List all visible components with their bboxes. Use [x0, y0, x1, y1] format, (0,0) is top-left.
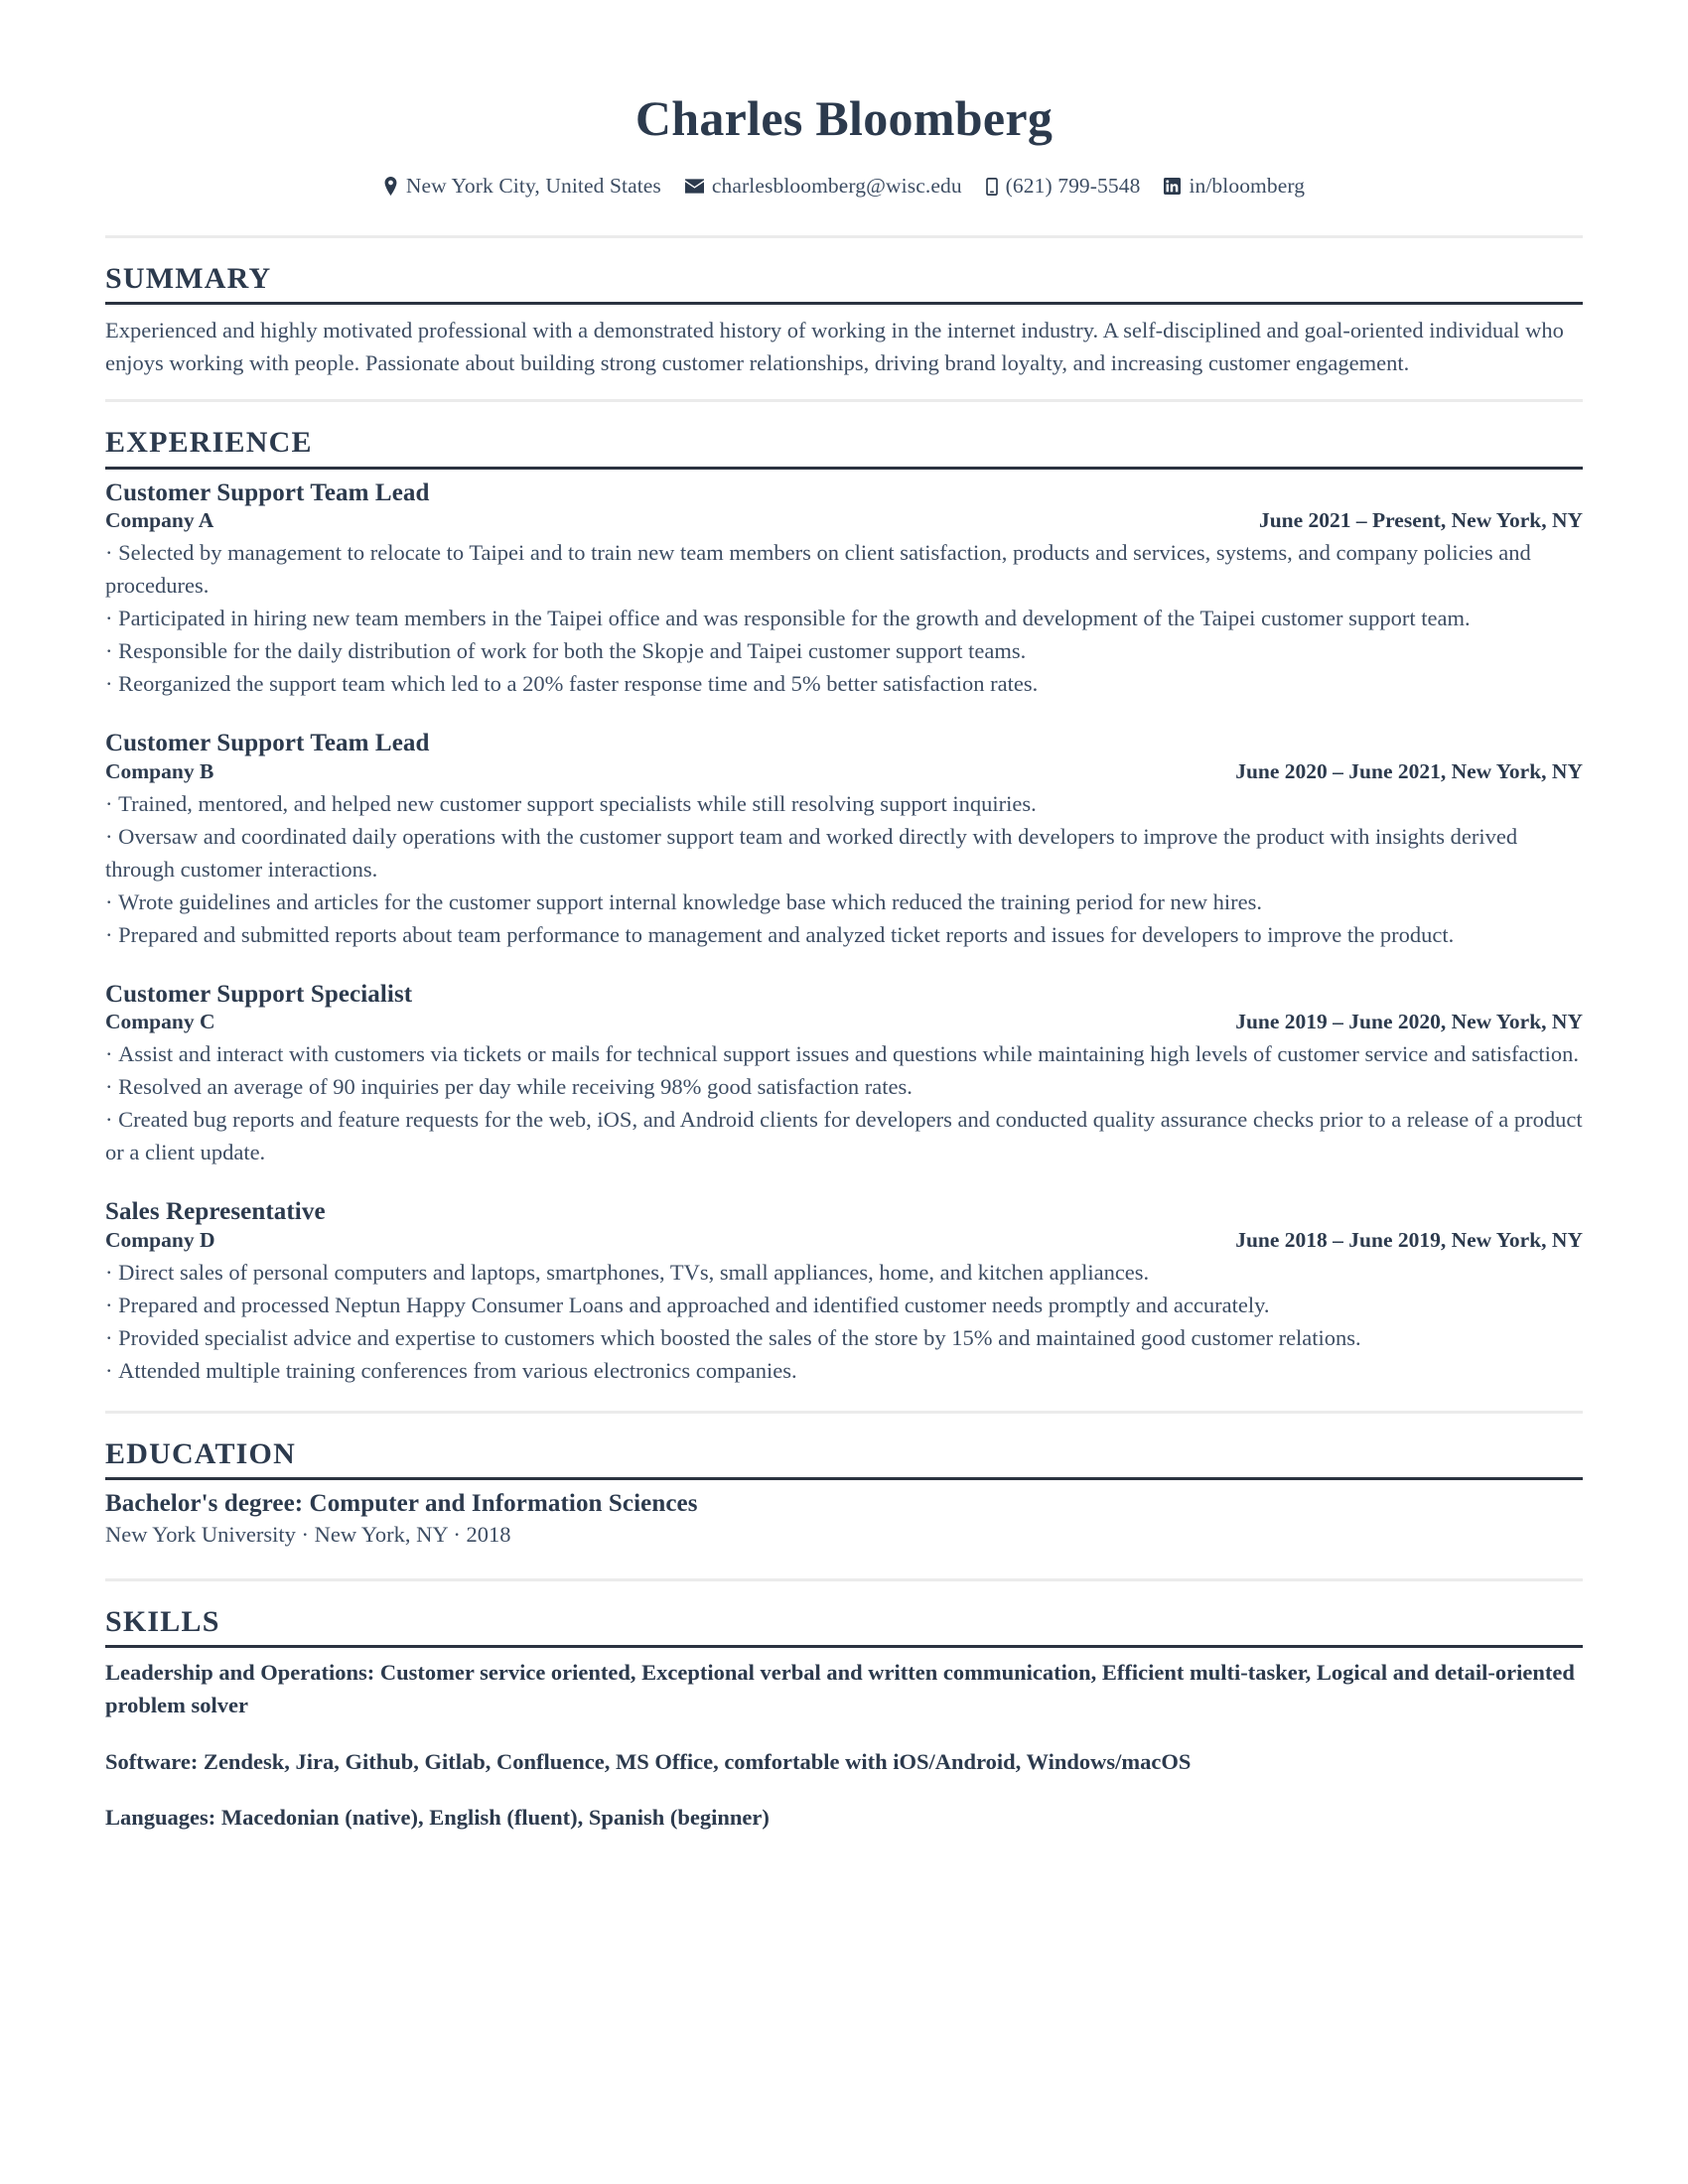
contact-phone [986, 176, 1141, 198]
contact-location [383, 176, 661, 198]
job-bullet: · Participated in hiring new team members in the Taipei office and was responsible for the growth and development of the Taipei customer support team. [105, 606, 1471, 631]
job-bullet: · Responsible for the daily distribution of work for both the Skopje and Taipei customer support teams. [105, 638, 1027, 664]
education-entry [105, 1489, 1583, 1550]
job-bullet-text: Selected by management to relocate to Taipei and to train new team members on client satisfaction, products and services, systems, and company policies and procedures. [105, 539, 1531, 598]
contact-location-text: New York City, United States [405, 174, 661, 198]
experience-entry [105, 1170, 1583, 1389]
job-bullet: · Attended multiple training conferences from various electronics companies. [105, 1357, 797, 1383]
section-divider [105, 1645, 1583, 1648]
contact-linkedin[interactable] [1164, 176, 1305, 198]
experience-entry [105, 702, 1583, 953]
section-summary [105, 235, 1583, 400]
job-bullet: · Prepared and submitted reports about team performance to management and analyzed ticket reports and issues for developers to improve the product. [105, 921, 1455, 947]
section-education [105, 1411, 1583, 1578]
contact-linkedin-text: in/bloomberg [1189, 174, 1306, 198]
education-details: New York University · New York, NY · 2018 [105, 1522, 511, 1548]
section-title-skills: SKILLS [105, 1604, 220, 1638]
job-bullet: · Direct sales of personal computers and laptops, smartphones, TVs, small appliances, home, and kitchen appliances. [105, 1259, 1150, 1285]
job-dates-location: June 2019 – June 2020, New York, NY [1235, 1010, 1583, 1034]
job-bullet-list [105, 1037, 1583, 1168]
job-bullet-text: Participated in hiring new team members in the Taipei office and was responsible for the growth and development of the Taipei customer support team. [118, 606, 1471, 631]
job-bullet-list [105, 1256, 1583, 1387]
job-bullet-text: Created bug reports and feature requests for the web, iOS, and Android clients for developers and conducted quality assurance checks prior to a release of a product or a client update. [105, 1107, 1583, 1165]
job-dates-location: June 2018 – June 2019, New York, NY [1235, 1227, 1583, 1252]
section-title-summary: SUMMARY [105, 261, 272, 295]
contact-phone-text: (621) 799-5548 [1005, 174, 1141, 198]
job-title: Sales Representative [105, 1198, 326, 1226]
job-bullet: · Resolved an average of 90 inquiries per day while receiving 98% good satisfaction rates. [105, 1074, 913, 1100]
job-bullet-text: Assist and interact with customers via tickets or mails for technical support issues and questions while maintaining high levels of customer service and satisfaction. [118, 1041, 1580, 1067]
job-bullet: · Created bug reports and feature requests for the web, iOS, and Android clients for developers and conducted quality assurance checks prior to a release of a product or a client update. [105, 1107, 1583, 1165]
job-dates-location: June 2021 – Present, New York, NY [1258, 508, 1583, 533]
job-bullet-list [105, 536, 1583, 700]
job-meta [105, 1228, 1583, 1254]
section-divider [105, 467, 1583, 470]
summary-text: Experienced and highly motivated professional with a demonstrated history of working in the internet industry. A self-disciplined and goal-oriented individual who enjoys working with people. Passionate about building strong customer relationships, driving brand loyalty, and increasing customer engagement. [105, 318, 1564, 376]
contact-info-bar [0, 176, 1688, 198]
job-meta [105, 759, 1583, 785]
section-spacer [105, 1551, 1583, 1578]
education-degree: Bachelor's degree: Computer and Information Sciences [105, 1490, 698, 1518]
section-spacer [105, 1389, 1583, 1411]
job-bullet: · Assist and interact with customers via tickets or mails for technical support issues and questions while maintaining high levels of customer service and satisfaction. [105, 1041, 1580, 1067]
section-skills [105, 1578, 1583, 1864]
page-title: Charles Bloomberg [634, 90, 1054, 146]
job-company: Company C [105, 1010, 215, 1034]
section-divider [105, 1477, 1583, 1480]
job-bullet: · Provided specialist advice and expertise to customers which boosted the sales of the store by 15% and maintained good customer relations. [105, 1324, 1361, 1350]
section-title-education: EDUCATION [105, 1436, 296, 1470]
job-bullet-text: Oversaw and coordinated daily operations with the customer support team and worked directly with developers to improve the product with insights derived through customer interactions. [105, 823, 1518, 882]
experience-entry [105, 953, 1583, 1171]
job-bullet-list [105, 787, 1583, 951]
mobile-phone-icon [986, 178, 998, 196]
job-company: Company D [105, 1227, 215, 1252]
contact-email-text: charlesbloomberg@wisc.edu [711, 174, 962, 198]
job-bullet-text: Resolved an average of 90 inquiries per day while receiving 98% good satisfaction rates. [118, 1074, 913, 1100]
job-bullet-text: Prepared and processed Neptun Happy Consumer Loans and approached and identified customer needs promptly and accurately. [118, 1292, 1270, 1317]
job-bullet-text: Prepared and submitted reports about team performance to management and analyzed ticket reports and issues for developers to improve the product. [118, 921, 1455, 947]
skill-row: Languages: Macedonian (native), English (fluent), Spanish (beginner) [105, 1805, 770, 1831]
location-pin-icon [383, 177, 398, 196]
job-bullet-text: Attended multiple training conferences from various electronics companies. [118, 1357, 797, 1383]
job-title: Customer Support Team Lead [105, 730, 430, 757]
job-bullet: · Oversaw and coordinated daily operations with the customer support team and worked directly with developers to improve the product with insights derived through customer interactions. [105, 823, 1518, 882]
job-bullet-text: Reorganized the support team which led to a 20% faster response time and 5% better satisfaction rates. [118, 671, 1039, 697]
envelope-icon [685, 179, 704, 194]
linkedin-icon [1164, 178, 1181, 195]
job-bullet: · Trained, mentored, and helped new customer support specialists while still resolving support inquiries. [105, 790, 1037, 816]
job-bullet: · Prepared and processed Neptun Happy Consumer Loans and approached and identified customer needs promptly and accurately. [105, 1292, 1270, 1317]
job-bullet-text: Direct sales of personal computers and laptops, smartphones, TVs, small appliances, home, and kitchen appliances. [118, 1259, 1150, 1285]
job-bullet-text: Wrote guidelines and articles for the customer support internal knowledge base which reduced the training period for new hires. [118, 888, 1262, 914]
skill-row: Software: Zendesk, Jira, Github, Gitlab, Confluence, MS Office, comfortable with iOS/Android, Windows/macOS [105, 1748, 1192, 1774]
job-bullet-text: Trained, mentored, and helped new customer support specialists while still resolving support inquiries. [118, 790, 1037, 816]
job-company: Company B [105, 758, 214, 783]
job-bullet-text: Responsible for the daily distribution of work for both the Skopje and Taipei customer support teams. [118, 638, 1027, 664]
section-spacer [105, 1835, 1583, 1864]
resume-header [0, 0, 1688, 198]
job-company: Company A [105, 508, 214, 533]
contact-email[interactable] [685, 176, 962, 198]
job-bullet: · Selected by management to relocate to Taipei and to train new team members on client satisfaction, products and services, systems, and company policies and procedures. [105, 539, 1531, 598]
skill-row: Leadership and Operations: Customer service oriented, Exceptional verbal and written communication, Efficient multi-tasker, Logical and detail-oriented problem solver [105, 1660, 1575, 1717]
section-experience [105, 399, 1583, 1411]
section-divider [105, 302, 1583, 305]
job-dates-location: June 2020 – June 2021, New York, NY [1235, 758, 1583, 783]
job-title: Customer Support Specialist [105, 980, 413, 1008]
job-bullet: · Wrote guidelines and articles for the customer support internal knowledge base which reduced the training period for new hires. [105, 888, 1262, 914]
job-title: Customer Support Team Lead [105, 478, 430, 506]
experience-entry [105, 478, 1583, 703]
job-meta [105, 1010, 1583, 1035]
job-meta [105, 508, 1583, 534]
job-bullet: · Reorganized the support team which led to a 20% faster response time and 5% better satisfaction rates. [105, 671, 1039, 697]
job-bullet-text: Provided specialist advice and expertise to customers which boosted the sales of the store by 15% and maintained good customer relations. [118, 1324, 1361, 1350]
section-title-experience: EXPERIENCE [105, 426, 313, 460]
